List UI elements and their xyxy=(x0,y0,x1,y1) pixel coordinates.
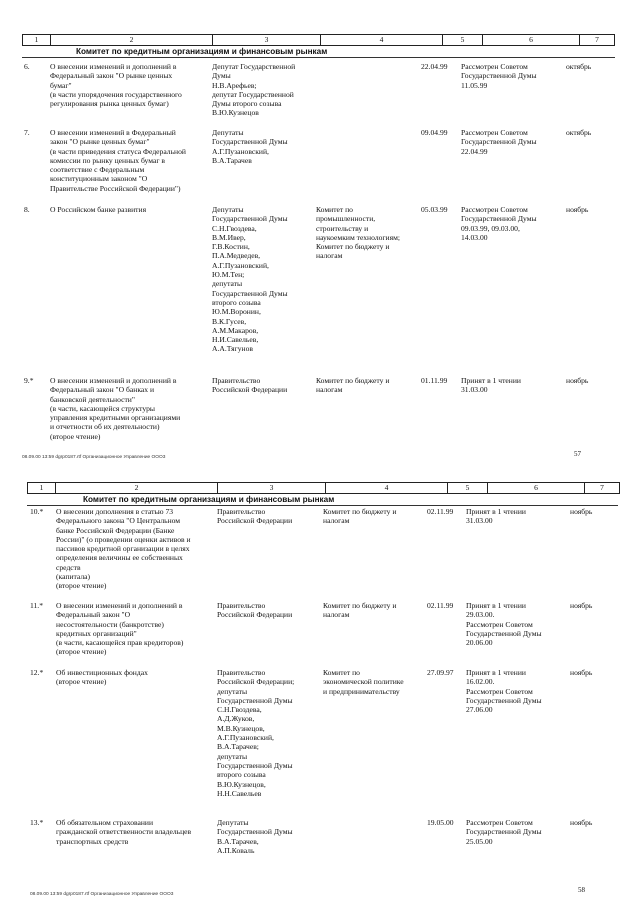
bill-title: О Российском банке развития xyxy=(50,205,147,214)
submission-date: 27.09.97 xyxy=(427,668,454,677)
row-number: 9.* xyxy=(24,376,34,385)
header-col-2: 2 xyxy=(51,35,213,45)
header-col-4: 4 xyxy=(321,35,443,45)
header-col-6: 6 xyxy=(488,483,585,493)
bill-authors: Правительство Российской Федерации xyxy=(217,601,293,620)
table-header xyxy=(27,482,620,494)
header-col-4: 4 xyxy=(326,483,448,493)
table-header xyxy=(22,34,615,46)
header-col-3: 3 xyxy=(218,483,326,493)
row-number: 10.* xyxy=(30,507,44,516)
bill-authors: Депутат Государственной Думы Н.В.Арефьев; депутат Государственной Думы второго созыва В.Ю.Кузнецов xyxy=(212,62,296,118)
section-title: Комитет по кредитным организациям и финансовым рынкам xyxy=(83,495,335,504)
bill-status: Рассмотрен Советом Государственной Думы 25.05.00 xyxy=(466,818,542,846)
planned-month: ноябрь xyxy=(566,205,589,214)
header-col-6: 6 xyxy=(483,35,580,45)
bill-status: Принят в 1 чтении 31.03.00 xyxy=(461,376,521,395)
section-divider xyxy=(27,505,618,506)
co-committee: Комитет по бюджету и налогам xyxy=(316,376,390,395)
planned-month: ноябрь xyxy=(570,507,593,516)
page-footer: 08.09.00 13:59 dgrp0187.rtf Организационное Управление ООО3 xyxy=(30,892,174,897)
row-number: 13.* xyxy=(30,818,44,827)
bill-status: Рассмотрен Советом Государственной Думы 22.04.99 xyxy=(461,128,537,156)
planned-month: ноябрь xyxy=(570,668,593,677)
submission-date: 01.11.99 xyxy=(421,376,448,385)
page-footer: 08.09.00 13:59 dgrp0187.rtf Организационное Управление ООО3 xyxy=(22,455,166,460)
submission-date: 02.11.99 xyxy=(427,507,454,516)
submission-date: 22.04.99 xyxy=(421,62,448,71)
header-col-1: 1 xyxy=(28,483,56,493)
row-number: 11.* xyxy=(30,601,44,610)
planned-month: октябрь xyxy=(566,128,592,137)
planned-month: ноябрь xyxy=(566,376,589,385)
bill-title: Об обязательном страховании гражданской ответственности владельцев транспортных средств xyxy=(56,818,192,846)
submission-date: 19.05.00 xyxy=(427,818,454,827)
bill-authors: Депутаты Государственной Думы С.Н.Гвоздева, В.М.Ивер, Г.В.Костин, П.А.Медведев, А.Г.Пузановский, Ю.М.Тен; депутаты Государственной Думы второго созыва Ю.М.Воронин, В.К.Гусев, А.М.Макаров, Н.И.Савельев, А.А.Тягунов xyxy=(212,205,288,354)
header-col-1: 1 xyxy=(23,35,51,45)
section-title: Комитет по кредитным организациям и финансовым рынкам xyxy=(76,47,328,56)
row-number: 8. xyxy=(24,205,30,214)
co-committee: Комитет по промышленности, строительству и наукоемким технологиям; Комитет по бюджету и налогам xyxy=(316,205,400,261)
bill-title: О внесении изменений и дополнений в Федеральный закон "О рынке ценных бумаг" (в части упорядочения государственного регулирования рынка ценных бумаг) xyxy=(50,62,182,109)
page-number: 57 xyxy=(574,450,581,458)
bill-status: Принят в 1 чтении 16.02.00. Рассмотрен Советом Государственной Думы 27.06.00 xyxy=(466,668,542,715)
planned-month: октябрь xyxy=(566,62,592,71)
bill-authors: Правительство Российской Федерации xyxy=(212,376,288,395)
bill-authors: Депутаты Государственной Думы В.А.Тарачев, А.П.Коваль xyxy=(217,818,293,855)
co-committee: Комитет по бюджету и налогам xyxy=(323,601,397,620)
bill-title: О внесении изменений и дополнений в Федеральный закон "О банках и банковской деятельности" (в части, касающейся структуры управления кредитными организациями и отчетности об их деятельности) (второе чтение) xyxy=(50,376,181,441)
document-page-2 xyxy=(0,474,640,900)
bill-title: О внесении изменений в Федеральный закон "О рынке ценных бумаг" (в части приведения статуса Федеральной комиссии по рынку ценных бумаг в соответствие с Федеральным конституционным законом "О Правительстве Российской Федерации") xyxy=(50,128,186,193)
bill-title: Об инвестиционных фондах (второе чтение) xyxy=(56,668,148,687)
header-col-5: 5 xyxy=(443,35,483,45)
header-col-7: 7 xyxy=(600,483,604,492)
page-number: 58 xyxy=(578,886,585,894)
bill-authors: Депутаты Государственной Думы А.Г.Пузановский, В.А.Тарачев xyxy=(212,128,288,165)
bill-title: О внесении дополнения в статью 73 Федерального закона "О Центральном банке Российской Федерации (Банке России)" (о проведении оценки активов и пассивов кредитной организации в целях определения величины ее собственных средств (капитала) (второе чтение) xyxy=(56,507,191,591)
row-number: 6. xyxy=(24,62,30,71)
submission-date: 05.03.99 xyxy=(421,205,448,214)
bill-status: Рассмотрен Советом Государственной Думы 09.03.99, 09.03.00, 14.03.00 xyxy=(461,205,537,242)
planned-month: ноябрь xyxy=(570,601,593,610)
row-number: 7. xyxy=(24,128,30,137)
co-committee: Комитет по экономической политике и предпринимательству xyxy=(323,668,404,696)
bill-authors: Правительство Российской Федерации; депутаты Государственной Думы С.Н.Гвоздева, А.Д.Жуков, М.В.Кузнецов, А.Г.Пузановский, В.А.Тарачев; депутаты Государственной Думы второго созыва В.Ю.Кузнецов, Н.Н.Савельев xyxy=(217,668,295,798)
bill-status: Принят в 1 чтении 31.03.00 xyxy=(466,507,526,526)
bill-status: Принят в 1 чтении 29.03.00. Рассмотрен Советом Государственной Думы 20.06.00 xyxy=(466,601,542,648)
bill-authors: Правительство Российской Федерации xyxy=(217,507,293,526)
section-divider xyxy=(22,57,615,58)
row-number: 12.* xyxy=(30,668,44,677)
header-col-7: 7 xyxy=(595,35,599,44)
submission-date: 02.11.99 xyxy=(427,601,454,610)
submission-date: 09.04.99 xyxy=(421,128,448,137)
planned-month: ноябрь xyxy=(570,818,593,827)
header-col-3: 3 xyxy=(213,35,321,45)
header-col-2: 2 xyxy=(56,483,218,493)
bill-title: О внесении изменений и дополнений в Федеральный закон "О несостоятельности (банкротстве) кредитных организаций" (в части, касающейся прав кредиторов) (второе чтение) xyxy=(56,601,184,657)
header-col-5: 5 xyxy=(448,483,488,493)
co-committee: Комитет по бюджету и налогам xyxy=(323,507,397,526)
bill-status: Рассмотрен Советом Государственной Думы 11.05.99 xyxy=(461,62,537,90)
